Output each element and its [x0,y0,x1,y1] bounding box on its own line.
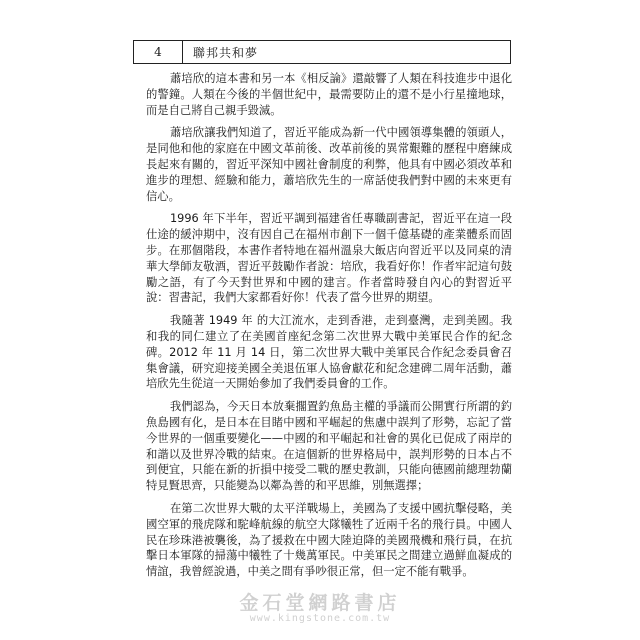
page-header [133,40,511,64]
paragraph: 我們認為，今天日本放棄擱置釣魚島主權的爭議而公開實行所謂的釣魚島國有化，是日本在目睹中國和平崛起的焦慮中誤判了形勢，忘記了當今世界的一個重要變化——中國的和平崛起和社會的異化已促成了兩岸的和諧以及世界冷戰的結束。在這個新的世界格局中，誤判形勢的日本占不到便宜，只能在新的折損中接受二戰的歷史教訓，只能向德國前總理勃蘭特見賢思齊，只能變為以鄰為善的和平思維，別無選擇； [146,400,512,493]
body-text [146,71,512,587]
book-title: 聯邦共和夢 [193,45,259,60]
paragraph: 蕭培欣讓我們知道了，習近平能成為新一代中國領導集體的領頭人，是同他和他的家庭在中國文革前後、改革前後的異常艱難的歷程中磨練成長起來有關的，習近平深知中國社會制度的利弊，他具有中國必須改革和進步的理想、經驗和能力，蕭培欣先生的一席話使我們對中國的未來更有信心。 [146,126,512,203]
paragraph: 1996 年下半年，習近平調到福建省任專職副書記，習近平在這一段仕途的緩沖期中，沒有因自己在福州市創下一個千億基礎的產業體系而固步。在那個階段，本書作者特地在福州溫泉大飯店向習近平以及同桌的清華大學師友敬酒，習近平鼓勵作者說：培欣，我看好你！作者牢記這句鼓勵之語，有了今天對世界和中國的建言。作者當時發自內心的對習近平說：習書記，我們大家都看好你！代表了當今世界的期望。 [146,212,512,305]
watermark-url: www.kingstone.com.tw [249,613,391,624]
paragraph: 在第二次世界大戰的太平洋戰場上，美國為了支援中國抗擊侵略，美國空軍的飛虎隊和駝峰航線的航空大隊犧牲了近兩千名的飛行員。中國人民在珍珠港被襲後，為了援救在中國大陸迫降的美國飛機和飛行員，在抗擊日本軍隊的掃蕩中犧牲了十幾萬軍民。中美軍民之間建立過鮮血凝成的情誼，我曾經說過，中美之間有爭吵很正常，但一定不能有戰爭。 [146,501,512,579]
paragraph: 我隨著 1949 年 的大江流水，走到香港，走到臺灣，走到美國。我和我的同仁建立了在美國首座紀念第二次世界大戰中美軍民合作的紀念碑。2012 年 11 月 14 日，第二次世界大戰中美軍民合作紀念委員會召集會議，研究迎接美國全美退伍軍人協會獻花和紀念建碑二周年活動，蕭培欣先生從這一天開始參加了我們委員會的工作。 [146,314,512,391]
watermark-brand: 金石堂網路書店 [239,592,401,614]
store-watermark [220,588,420,628]
paragraph: 蕭培欣的這本書和另一本《相反論》還敲響了人類在科技進步中退化的警鐘。人類在今後的半個世紀中，最需要防止的還不是小行星撞地球，而是自己將自己親手毀滅。 [146,72,512,117]
page-number: 4 [134,41,183,63]
